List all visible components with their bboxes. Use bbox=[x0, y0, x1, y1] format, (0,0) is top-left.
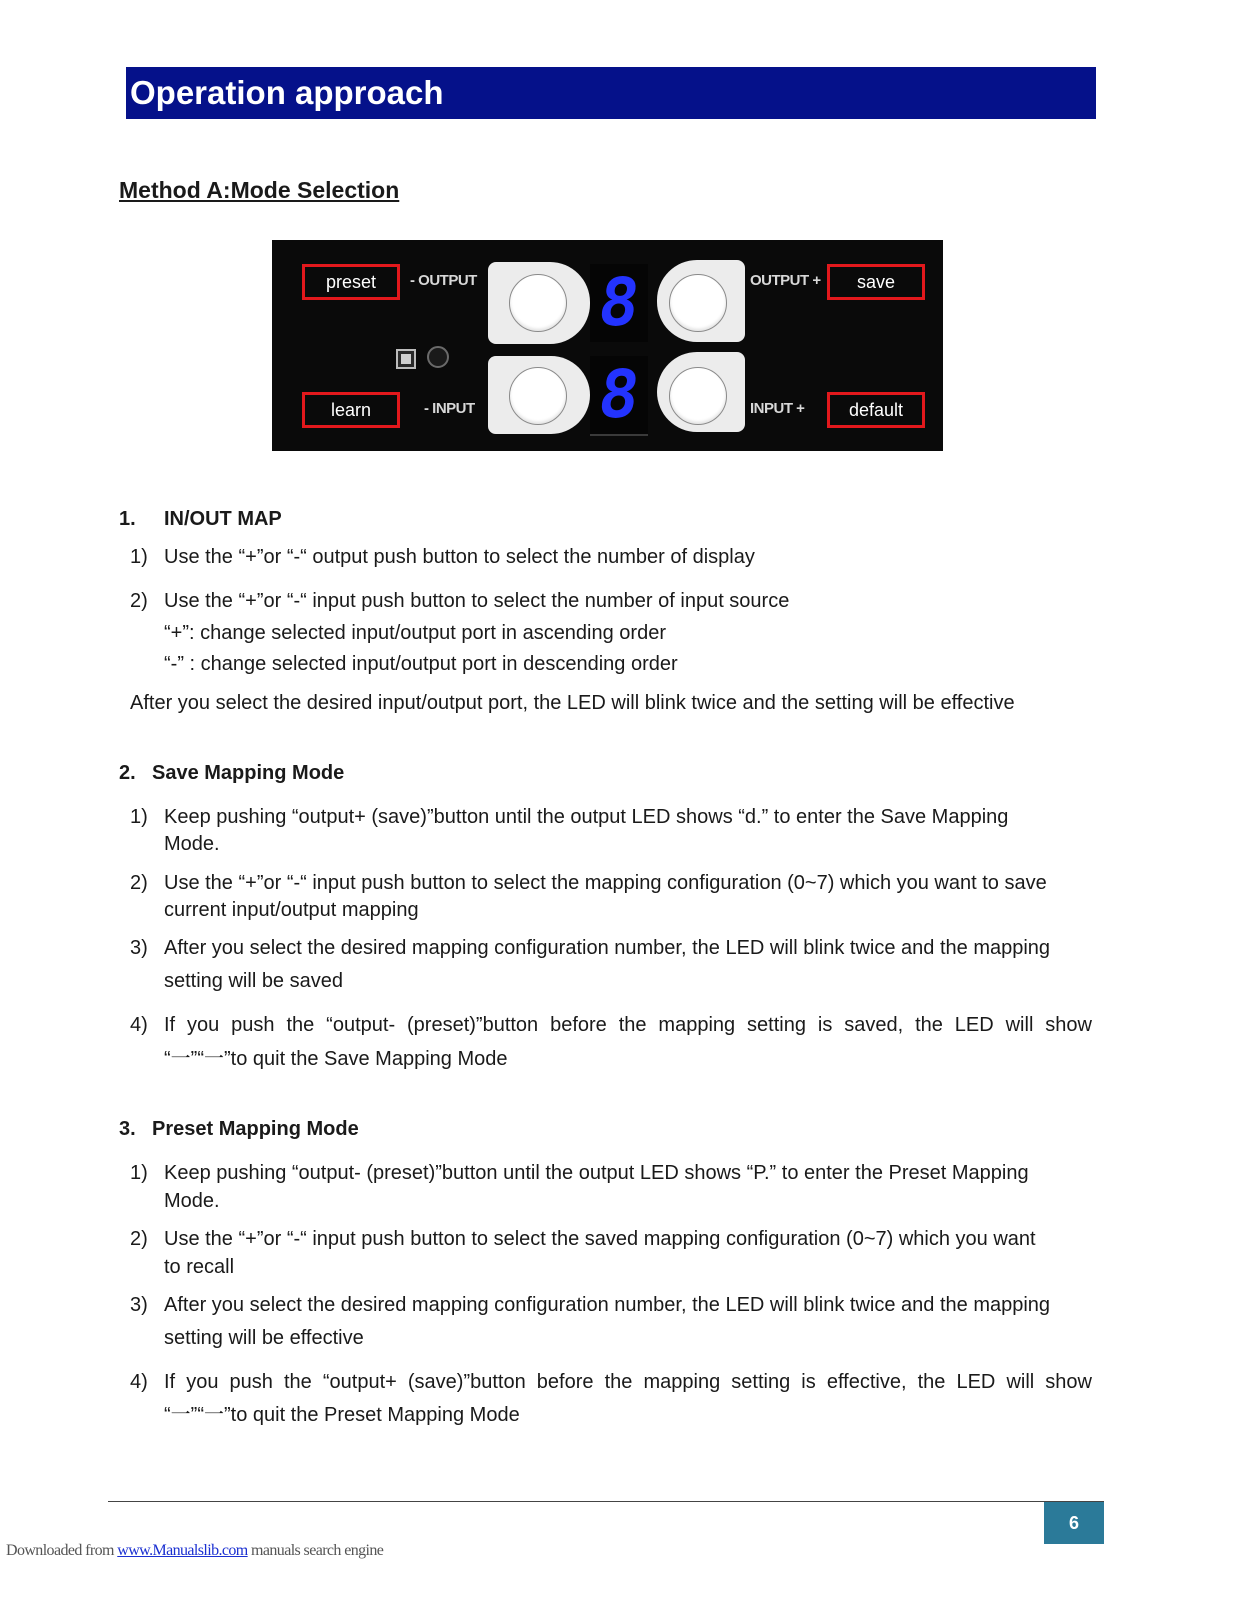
method-title: Method A:Mode Selection bbox=[119, 177, 400, 203]
output-led-display bbox=[590, 264, 648, 342]
input-plus-button bbox=[669, 367, 727, 425]
label-output-plus: OUTPUT + bbox=[750, 272, 821, 289]
s3-item3-num: 3) bbox=[130, 1294, 148, 1316]
callout-learn: learn bbox=[302, 392, 400, 428]
s2-item1-line2: Mode. bbox=[164, 833, 220, 855]
section-header-bar bbox=[126, 67, 1096, 119]
s2-item3-line1: After you select the desired mapping configuration number, the LED will blink twice and the mapping bbox=[164, 937, 1051, 959]
page-title: Operation approach bbox=[130, 74, 444, 111]
output-plus-button bbox=[669, 274, 727, 332]
s2-item1-line1: Keep pushing “output+ (save)”button until the output LED shows “d.” to enter the Save Mapping bbox=[164, 806, 1009, 828]
input-led-display bbox=[590, 356, 648, 436]
download-suffix: manuals search engine bbox=[247, 1542, 384, 1559]
s1-item2-text: Use the “+”or “-“ input push button to select the number of input source bbox=[164, 590, 790, 612]
s3-item2-num: 2) bbox=[130, 1228, 148, 1250]
s1-item2-num: 2) bbox=[130, 590, 148, 612]
input-led-digit: 8 bbox=[593, 356, 645, 433]
s2-item3-num: 3) bbox=[130, 937, 148, 959]
s3-item4-line2: “一”“一”to quit the Preset Mapping Mode bbox=[164, 1404, 520, 1426]
s1-sub2: “-” : change selected input/output port in descending order bbox=[164, 653, 678, 675]
callout-save: save bbox=[827, 264, 925, 300]
output-minus-button bbox=[509, 274, 567, 332]
front-panel-illustration bbox=[272, 240, 943, 451]
footer-divider bbox=[108, 1501, 1104, 1502]
section3-title: Preset Mapping Mode bbox=[152, 1118, 359, 1140]
s3-item4-line1: If you push the “output+ (save)”button before the mapping setting is effective, the LED will show bbox=[164, 1371, 1092, 1393]
s1-sub1: “+”: change selected input/output port in ascending order bbox=[164, 622, 666, 644]
label-output-minus: - OUTPUT bbox=[410, 272, 477, 289]
s3-item4-num: 4) bbox=[130, 1371, 148, 1393]
section2-title: Save Mapping Mode bbox=[152, 762, 345, 784]
s3-item2-line2: to recall bbox=[164, 1256, 235, 1278]
section2-number: 2. bbox=[119, 762, 136, 784]
s2-item4-line2: “一”“一”to quit the Save Mapping Mode bbox=[164, 1048, 508, 1070]
s2-item2-line1: Use the “+”or “-“ input push button to select the mapping configuration (0~7) which you want to save bbox=[164, 872, 1047, 894]
s3-item3-line2: setting will be effective bbox=[164, 1327, 364, 1349]
callout-default: default bbox=[827, 392, 925, 428]
section1-title: IN/OUT MAP bbox=[164, 508, 282, 530]
s2-item2-line2: current input/output mapping bbox=[164, 899, 419, 921]
s3-item2-line1: Use the “+”or “-“ input push button to select the saved mapping configuration (0~7) which you want bbox=[164, 1228, 1036, 1250]
download-note bbox=[6, 1542, 383, 1560]
remote-sensor-icon bbox=[396, 349, 416, 369]
section1-number: 1. bbox=[119, 508, 136, 530]
section3-number: 3. bbox=[119, 1118, 136, 1140]
s2-item4-num: 4) bbox=[130, 1014, 148, 1036]
s2-item4-line1: If you push the “output- (preset)”button before the mapping setting is saved, the LED will show bbox=[164, 1014, 1092, 1036]
s3-item1-num: 1) bbox=[130, 1162, 148, 1184]
page-number: 6 bbox=[1044, 1502, 1104, 1544]
s2-item1-num: 1) bbox=[130, 806, 148, 828]
status-led-icon bbox=[427, 346, 449, 368]
s1-note: After you select the desired input/output port, the LED will blink twice and the setting will be effective bbox=[130, 692, 1015, 714]
s3-item1-line1: Keep pushing “output- (preset)”button until the output LED shows “P.” to enter the Preset Mapping bbox=[164, 1162, 1029, 1184]
s3-item3-line1: After you select the desired mapping configuration number, the LED will blink twice and the mapping bbox=[164, 1294, 1051, 1316]
s1-item1-text: Use the “+”or “-“ output push button to select the number of display bbox=[164, 546, 755, 568]
output-led-digit: 8 bbox=[593, 264, 645, 341]
input-minus-button bbox=[509, 367, 567, 425]
s3-item1-line2: Mode. bbox=[164, 1190, 220, 1212]
s2-item3-line2: setting will be saved bbox=[164, 970, 343, 992]
callout-preset: preset bbox=[302, 264, 400, 300]
label-input-plus: INPUT + bbox=[750, 400, 805, 417]
download-prefix: Downloaded from bbox=[6, 1542, 118, 1559]
s2-item2-num: 2) bbox=[130, 872, 148, 894]
manualslib-link[interactable]: www.Manualslib.com bbox=[117, 1542, 248, 1559]
label-input-minus: - INPUT bbox=[424, 400, 475, 417]
s1-item1-num: 1) bbox=[130, 546, 148, 568]
